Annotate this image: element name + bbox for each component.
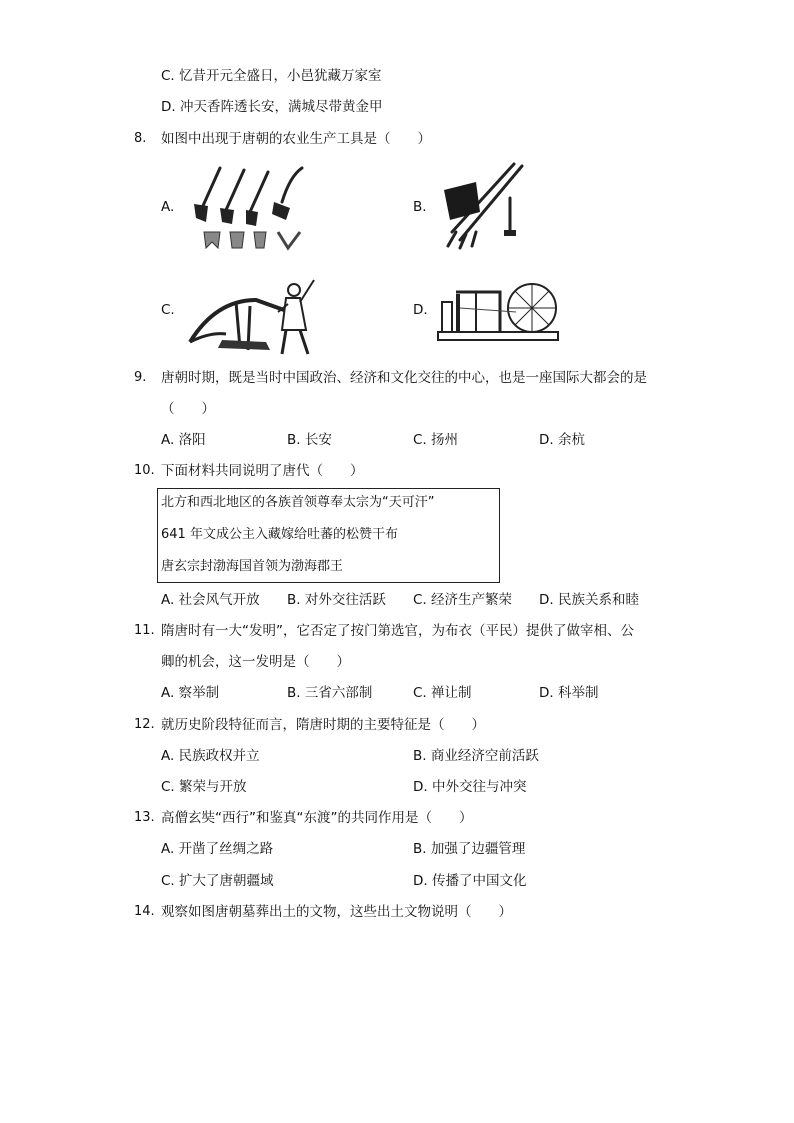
q8-label-c: C. xyxy=(161,302,175,318)
q14-number: 14. xyxy=(134,904,155,919)
q10-stem: 下面材料共同说明了唐代（ ） xyxy=(161,463,364,479)
q9-option-c: C. 扬州 xyxy=(413,432,459,448)
q7-option-d: D. 冲天香阵透长安，满城尽带黄金甲 xyxy=(161,99,383,115)
q11-stem-line-2: 卿的机会，这一发明是（ ） xyxy=(161,654,350,670)
q8-number: 8. xyxy=(134,131,147,146)
q12-number: 12. xyxy=(134,717,155,732)
q12-stem: 就历史阶段特征而言，隋唐时期的主要特征是（ ） xyxy=(161,717,485,733)
q11-option-b: B. 三省六部制 xyxy=(287,685,373,701)
q10-material-line-2: 641 年文成公主入藏嫁给吐蕃的松赞干布 xyxy=(161,527,398,542)
q7-option-c: C. 忆昔开元全盛日，小邑犹藏万家室 xyxy=(161,68,382,84)
q13-stem: 高僧玄奘“西行”和鉴真“东渡”的共同作用是（ ） xyxy=(161,810,473,826)
q10-option-d: D. 民族关系和睦 xyxy=(539,592,639,608)
hoes-and-blades-image xyxy=(186,162,311,252)
q10-material-line-3: 唐玄宗封渤海国首领为渤海郡王 xyxy=(161,559,344,574)
q10-option-c: C. 经济生产繁荣 xyxy=(413,592,513,608)
q11-option-a: A. 察举制 xyxy=(161,685,220,701)
q12-option-d: D. 中外交往与冲突 xyxy=(413,779,527,795)
q9-stem: 唐朝时期，既是当时中国政治、经济和文化交往的中心，也是一座国际大都会的是 xyxy=(161,370,647,386)
q8-stem: 如图中出现于唐朝的农业生产工具是（ ） xyxy=(161,131,431,147)
q11-number: 11. xyxy=(134,623,155,638)
q12-option-c: C. 繁荣与开放 xyxy=(161,779,247,795)
q12-option-a: A. 民族政权并立 xyxy=(161,748,260,764)
q11-option-c: C. 禅让制 xyxy=(413,685,472,701)
q14-stem: 观察如图唐朝墓葬出土的文物，这些出土文物说明（ ） xyxy=(161,904,512,920)
q11-option-d: D. 科举制 xyxy=(539,685,599,701)
seed-drill-image xyxy=(436,162,532,248)
q8-label-b: B. xyxy=(413,199,427,215)
q13-number: 13. xyxy=(134,810,155,825)
q12-option-b: B. 商业经济空前活跃 xyxy=(413,748,539,764)
q8-label-a: A. xyxy=(161,199,175,215)
q11-stem-line-1: 隋唐时有一大“发明”，它否定了按门第选官，为布衣（平民）提供了做宰相、公 xyxy=(161,623,634,639)
q9-number: 9. xyxy=(134,370,147,385)
q13-option-c: C. 扩大了唐朝疆域 xyxy=(161,873,274,889)
q13-option-a: A. 开凿了丝绸之路 xyxy=(161,841,274,857)
q10-material-line-1: 北方和西北地区的各族首领尊奉太宗为“天可汗” xyxy=(161,495,435,510)
q10-number: 10. xyxy=(134,463,155,478)
q9-option-b: B. 长安 xyxy=(287,432,332,448)
q9-option-d: D. 余杭 xyxy=(539,432,585,448)
q10-option-a: A. 社会风气开放 xyxy=(161,592,260,608)
q13-option-b: B. 加强了边疆管理 xyxy=(413,841,526,857)
plow-with-farmer-image xyxy=(186,270,326,355)
q10-option-b: B. 对外交往活跃 xyxy=(287,592,386,608)
q8-label-d: D. xyxy=(413,302,428,318)
q10-material-box xyxy=(157,488,500,583)
spinning-wheel-image xyxy=(436,272,561,344)
q13-option-d: D. 传播了中国文化 xyxy=(413,873,527,889)
q9-paren: （ ） xyxy=(161,401,215,417)
q9-option-a: A. 洛阳 xyxy=(161,432,206,448)
